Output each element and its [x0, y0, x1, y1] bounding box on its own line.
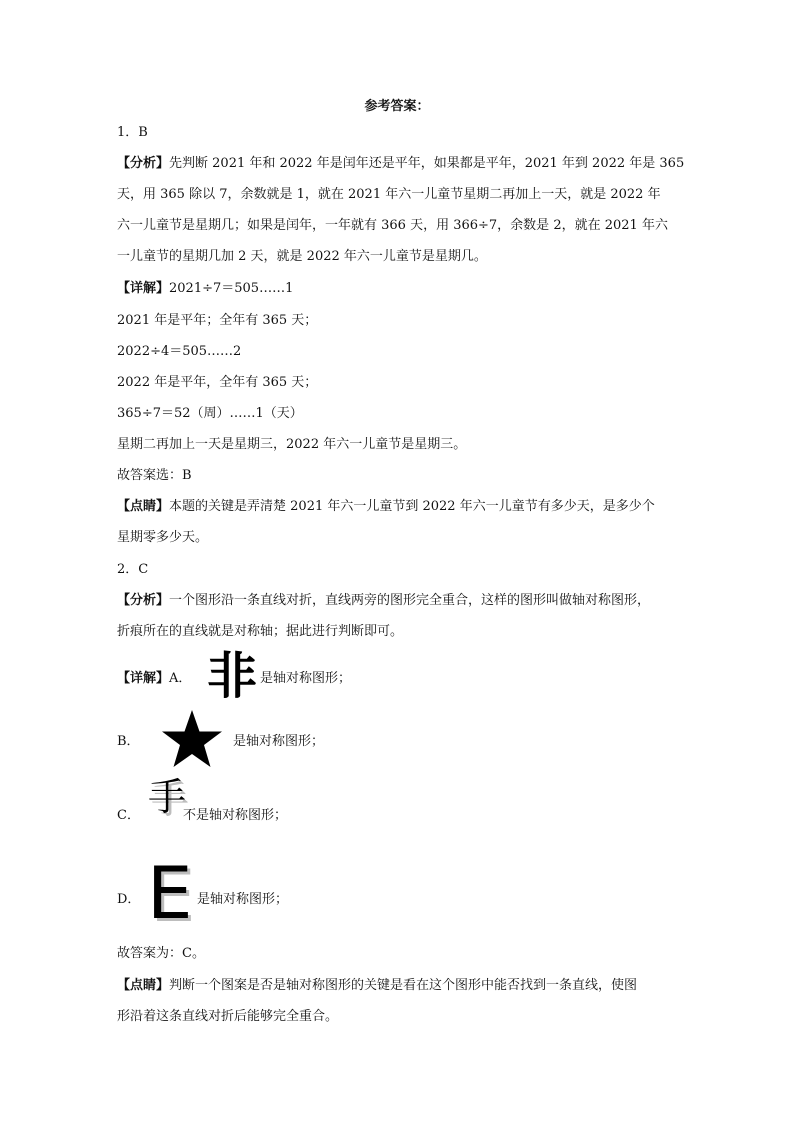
- q1-analysis-line-4: 一儿童节的星期几加 2 天，就是 2022 年六一儿童节是星期几。: [117, 249, 487, 264]
- option-d-text: 是轴对称图形；: [197, 892, 289, 907]
- detail-tag: 【详解】: [117, 671, 170, 686]
- q2-comment-line-1: 【点睛】判断一个图案是否是轴对称图形的关键是看在这个图形中能否找到一条直线，使图: [117, 978, 638, 993]
- q1-detail-line-2: 2021 年是平年；全年有 365 天；: [117, 313, 318, 328]
- option-d-label: D．: [117, 892, 141, 907]
- q1-detail-line-4: 2022 年是平年，全年有 365 天；: [117, 375, 318, 390]
- q1-detail-line-6: 星期二再加上一天是星期三，2022 年六一儿童节是星期三。: [117, 437, 467, 452]
- q1-answer: 1．B: [117, 125, 148, 140]
- q1-detail-line-5: 365÷7＝52（周）……1（天）: [117, 406, 303, 421]
- q2-analysis-line-1: 【分析】一个图形沿一条直线对折，直线两旁的图形完全重合，这样的图形叫做轴对称图形，: [117, 593, 651, 608]
- star-icon: [160, 708, 224, 770]
- option-b-label: B．: [117, 734, 140, 749]
- analysis-tag: 【分析】: [117, 156, 170, 171]
- q1-comment-line-1: 【点睛】本题的关键是弄清楚 2021 年六一儿童节到 2022 年六一儿童节有多少天，是多少个: [117, 499, 655, 514]
- q1-comment-line-2: 星期零多少天。: [117, 530, 209, 545]
- page-title: 参考答案：: [364, 99, 430, 114]
- q1-detail-line-1: 【详解】2021÷7＝505……1: [117, 281, 294, 296]
- comment-tag: 【点睛】: [117, 978, 170, 993]
- q1-analysis-line-1: 【分析】先判断 2021 年和 2022 年是闰年还是平年，如果都是平年，2021 年到 2022 年是 365: [117, 156, 685, 171]
- q2-analysis-line-2: 折痕所在的直线就是对称轴；据此进行判断即可。: [117, 624, 404, 639]
- letter-e-figure: E: [147, 851, 193, 935]
- detail-tag: 【详解】: [117, 281, 170, 296]
- option-c-text: 不是轴对称图形；: [183, 808, 288, 823]
- q2-answer-line: 故答案为：C。: [117, 946, 205, 961]
- q2-answer: 2．C: [117, 562, 149, 577]
- option-b-text: 是轴对称图形；: [233, 734, 325, 749]
- option-label: A．: [169, 671, 192, 686]
- q1-detail-line-3: 2022÷4＝505……2: [117, 344, 242, 359]
- q1-answer-line: 故答案选：B: [117, 468, 192, 483]
- q2-comment-line-2: 形沿着这条直线对折后能够完全重合。: [117, 1009, 339, 1024]
- analysis-tag: 【分析】: [117, 593, 170, 608]
- shou-character-figure: 手: [148, 775, 187, 819]
- fei-character-figure: 非: [207, 647, 257, 705]
- q2-detail-option-a: [117, 670, 191, 688]
- q1-analysis-line-2: 天，用 365 除以 7，余数就是 1，就在 2021 年六一儿童节星期二再加上一天，就是 2022 年: [117, 187, 661, 202]
- option-a-text: 是轴对称图形；: [260, 671, 352, 686]
- comment-tag: 【点睛】: [117, 499, 170, 514]
- option-c-label: C．: [117, 808, 140, 823]
- q1-analysis-line-3: 六一儿童节是星期几；如果是闰年，一年就有 366 天，用 366÷7，余数是 2，就在 2021 年六: [117, 218, 668, 233]
